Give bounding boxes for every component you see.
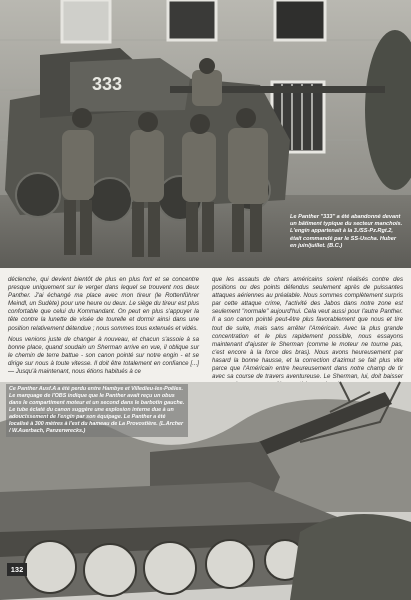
caption-top: Le Panther "333" a été abandonné devant un bâtiment typique du secteur manchois. L'engin appartenait à la 3./SS-Pz.Rgt.2, était commandé par le SS-Uscha. Huber en juin/juillet. (B.C.): [290, 214, 403, 249]
paragraph: déclenche, qui devient bientôt de plus en plus fort et se concentre presque uniquement sur le verger dans lequel se trouvent nos deux Panther. J'ai échangé ma place avec mon tireur (le Rottenführer Meindl, un Sudète) pour une heure ou deux. Le siège du tireur est plus confortable que celui du Kommandant. On peut en plus s'appuyer la tête contre la lunette de visée de tourelle et dormir ainsi dans une position relativement détendue ; nous sommes tous extenués et vidés.: [8, 276, 199, 332]
paragraph: Nous venions juste de changer à nouveau, et chacun s'assoie à sa bonne place, quand soudain un Sherman arrive en vue, il oblique sur le chemin de terre battue - son canon pointé sur notre engin - et se dirige sur nous à toute vitesse. Il doit être totalement en confiance [...] — Jusqu'à maintenant, nous étions habitués à ce: [8, 335, 199, 376]
caption-bottom: Ce Panther Ausf.A a été perdu entre Hambye et Villedieu-les-Poêles. Le marquage de l'OBS indique que le Panther avait reçu un obus dans le compartiment moteur et un second dans le barbotin gauche. Le tube éclaté du canon suggère une explosion interne due à un adoucissement de l'engin par son équipage. Le Panther a été localisé à 300 mètres à l'est du hameau de La Provostière. (L.Archer / W.Auerbach, Panzerwrecks.): [6, 384, 188, 437]
turret-number: 333: [92, 74, 123, 94]
article-text: [8, 276, 403, 382]
page-number: 132: [7, 563, 27, 576]
paragraph: que les assauts de chars américains soient réalisés contre des positions ou des points défendus seulement après de puissantes attaques aériennes au préalable. Nous sommes complètement surpris par cette attaque crime, l'activité des Jabos dans notre zone est seulement "normale" aujourd'hui. Cela veut aussi pour l'autre Panther. Il a son canon pointé peut-être plus favorablement que nous et tire tout de suite, mais sans arrêter l'Américain. Avec la plus grande concentration et le plus rapidement possible, nous essayons maintenant d'ajuster le Sherman (comme le moteur ne tourne pas, c'est encore à la force des bras). Nous avons heureusement par hasard la bonne hausse, et la correction d'azimut se fait plus vite parce que l'Américain entre heureusement dans notre champ de tir avec sa course de travers aventureuse. Le Sherman, lui, doit baisser: [212, 276, 403, 381]
column-right: [212, 276, 403, 382]
column-left: [8, 276, 199, 382]
photo-panther-soldiers: [0, 0, 411, 268]
